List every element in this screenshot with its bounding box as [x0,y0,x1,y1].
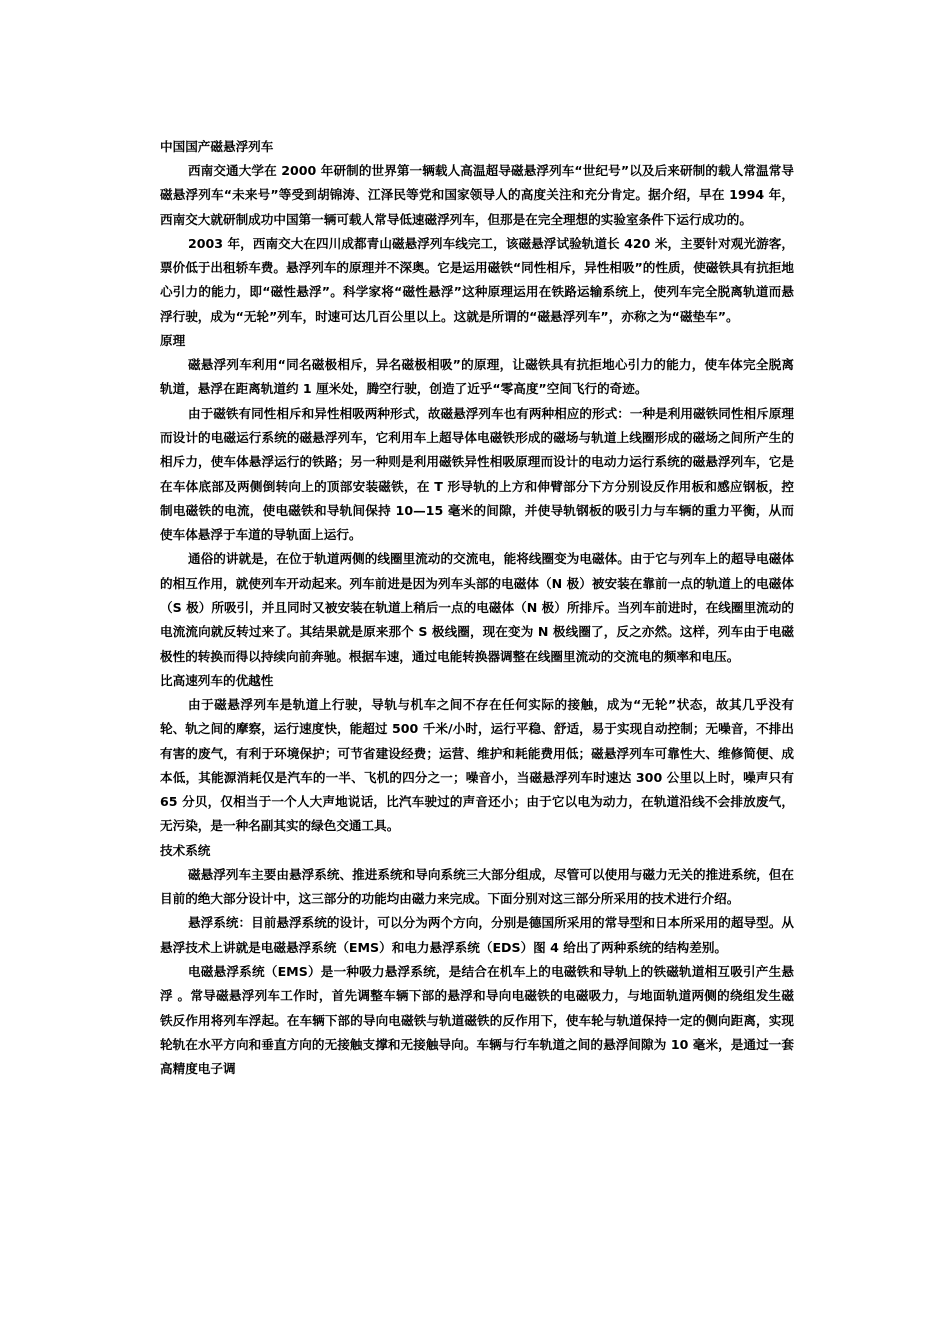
section-heading: 中国国产磁悬浮列车 [160,139,274,154]
document-page [160,135,794,1081]
section-heading: 比高速列车的优越性 [160,672,274,688]
section-domestic-maglev [160,136,794,329]
paragraph: 悬浮系统：目前悬浮系统的设计，可以分为两个方向，分别是德国所采用的常导型和日本所采用的超导型。从悬浮技术上讲就是电磁悬浮系统（EMS）和电力悬浮系统（EDS）图 4 给出了两种系统的结构差别。 [160,915,794,955]
paragraph: 西南交通大学在 2000 年研制的世界第一辆载人高温超导磁悬浮列车“世纪号”以及后来研制的载人常温常导磁悬浮列车“未来号”等受到胡锦涛、江泽民等党和国家领导人的高度关注和充分肯定。据介绍，早在 1994 年，西南交大就研制成功中国第一辆可载人常导低速磁浮列车，但那是在完全理想的实验室条件下运行成功的。 [160,163,794,227]
paragraph: 2003 年，西南交大在四川成都青山磁悬浮列车线完工，该磁悬浮试验轨道长 420 米，主要针对观光游客，票价低于出租轿车费。悬浮列车的原理并不深奥。它是运用磁铁“同性相斥，异性相吸”的性质，使磁铁具有抗拒地心引力的能力，即“磁性悬浮”。科学家将“磁性悬浮”这种原理运用在铁路运输系统上，使列车完全脱离轨道而悬浮行驶，成为“无轮”列车，时速可达几百公里以上。这就是所谓的“磁悬浮列车”，亦称之为“磁垫车”。 [160,235,794,324]
paragraph: 由于磁悬浮列车是轨道上行驶，导轨与机车之间不存在任何实际的接触，成为“无轮”状态，故其几乎没有轮、轨之间的摩察，运行速度快，能超过 500 千米/小时，运行平稳、舒适，易于实现自动控制；无噪音，不排出有害的废气，有利于环境保护；可节省建设经费；运营、维护和耗能费用低；磁悬浮列车可靠性大、维修简便、成本低，其能源消耗仅是汽车的一半、飞机的四分之一；噪音小，当磁悬浮列车时速达 300 公里以上时，噪声只有 65 分贝，仅相当于一个人大声地说话，比汽车驶过的声音还小；由于它以电为动力，在轨道沿线不会排放废气，无污染，是一种名副其实的绿色交通工具。 [160,696,794,834]
paragraph: 由于磁铁有同性相斥和异性相吸两种形式，故磁悬浮列车也有两种相应的形式：一种是利用磁铁同性相斥原理而设计的电磁运行系统的磁悬浮列车，它利用车上超导体电磁铁形成的磁场与轨道上线圈形成的磁场之间所产生的相斥力，使车体悬浮运行的铁路；另一种则是利用磁铁异性相吸原理而设计的电动力运行系统的磁悬浮列车，它是在车体底部及两侧倒转向上的顶部安装磁铁，在 T 形导轨的上方和伸臂部分下方分别设反作用板和感应钢板，控制电磁铁的电流，使电磁铁和导轨间保持 10—15 毫米的间隙，并使导轨钢板的吸引力与车辆的重力平衡，从而使车体悬浮于车道的导轨面上运行。 [160,405,794,543]
section-principle [160,330,794,669]
section-heading: 技术系统 [160,842,211,858]
paragraph: 磁悬浮列车主要由悬浮系统、推进系统和导向系统三大部分组成，尽管可以使用与磁力无关的推进系统，但在目前的绝大部分设计中，这三部分的功能均由磁力来完成。下面分别对这三部分所采用的技术进行介绍。 [160,866,794,907]
section-heading: 原理 [160,333,186,349]
paragraph: 磁悬浮列车利用“同名磁极相斥，异名磁极相吸”的原理，让磁铁具有抗拒地心引力的能力，使车体完全脱离轨道，悬浮在距离轨道约 1 厘米处，腾空行驶，创造了近乎“零高度”空间飞行的奇迹。 [160,357,794,397]
paragraph: 通俗的讲就是，在位于轨道两侧的线圈里流动的交流电，能将线圈变为电磁体。由于它与列车上的超导电磁体的相互作用，就使列车开动起来。列车前进是因为列车头部的电磁体（N 极）被安装在靠前一点的轨道上的电磁体（S 极）所吸引，并且同时又被安装在轨道上稍后一点的电磁体（N 极）所排斥。当列车前进时，在线圈里流动的电流流向就反转过来了。其结果就是原来那个 S 极线圈，现在变为 N 极线圈了，反之亦然。这样，列车由于电磁极性的转换而得以持续向前奔驰。根据车速，通过电能转换器调整在线圈里流动的交流电的频率和电压。 [160,551,794,664]
section-technical-system [160,840,794,1082]
paragraph: 电磁悬浮系统（EMS）是一种吸力悬浮系统，是结合在机车上的电磁铁和导轨上的铁磁轨道相互吸引产生悬浮 。常导磁悬浮列车工作时，首先调整车辆下部的悬浮和导向电磁铁的电磁吸力，与地面轨道两侧的绕组发生磁铁反作用将列车浮起。在车辆下部的导向电磁铁与轨道磁铁的反作用下，使车轮与轨道保持一定的侧向距离，实现轮轨在水平方向和垂直方向的无接触支撑和无接触导向。车辆与行车轨道之间的悬浮间隙为 10 毫米，是通过一套高精度电子调 [160,963,794,1077]
section-advantages [160,670,794,839]
